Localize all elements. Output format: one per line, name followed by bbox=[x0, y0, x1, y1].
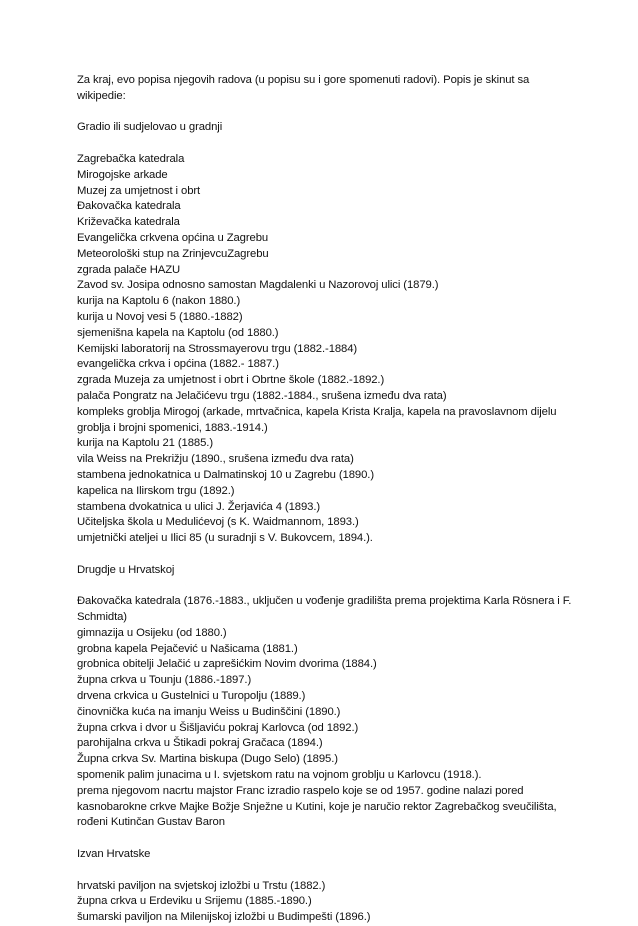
intro bbox=[77, 73, 586, 105]
list-item: prema njegovom nacrtu majstor Franc izradio raspelo koje se od 1957. godine nalazi pored bbox=[77, 784, 524, 797]
section-heading-elsewhere-in-croatia: Drugdje u Hrvatskoj bbox=[77, 563, 175, 576]
list-item: stambena jednokatnica u Dalmatinskoj 10 u Zagrebu (1890.) bbox=[77, 468, 374, 481]
list-item: Đakovačka katedrala (1876.-1883., uključen u vođenje gradilišta prema projektima Karla Rösnera i F. bbox=[77, 595, 572, 608]
list-item: vila Weiss na Prekrižju (1890., srušena između dva rata) bbox=[77, 453, 354, 466]
list-item: župna crkva i dvor u Šišljaviću pokraj Karlovca (od 1892.) bbox=[77, 721, 359, 734]
list-item: parohijalna crkva u Štikadi pokraj Gračaca (1894.) bbox=[77, 737, 323, 750]
list-item: Evangelička crkvena općina u Zagrebu bbox=[77, 231, 269, 244]
list-item: kasnobarokne crkve Majke Božje Snježne u Kutini, koje je naručio rektor Zagrebačkog sveučilišta, bbox=[77, 800, 557, 813]
section-heading-built-in-zagreb: Gradio ili sudjelovao u gradnji bbox=[77, 121, 223, 134]
list-item: Kemijski laboratorij na Strossmayerovu trgu (1882.-1884) bbox=[77, 342, 358, 355]
section-heading-outside-croatia: Izvan Hrvatske bbox=[77, 848, 151, 861]
list-item: umjetnički ateljei u Ilici 85 (u suradnji s V. Bukovcem, 1894.). bbox=[77, 532, 373, 545]
section1-list bbox=[77, 152, 586, 547]
list-item: župna crkva u Erdeviku u Srijemu (1885.-1890.) bbox=[77, 895, 312, 908]
list-item: Meteorološki stup na ZrinjevcuZagrebu bbox=[77, 247, 269, 260]
list-item: Mirogojske arkade bbox=[77, 168, 168, 181]
intro-line: wikipedie: bbox=[77, 89, 126, 102]
list-item: evangelička crkva i općina (1882.- 1887.) bbox=[77, 358, 279, 371]
list-item: župna crkva u Tounju (1886.-1897.) bbox=[77, 674, 252, 687]
list-item: Zavod sv. Josipa odnosno samostan Magdalenki u Nazorovoj ulici (1879.) bbox=[77, 279, 439, 292]
section2-list bbox=[77, 594, 586, 831]
section3-list bbox=[77, 879, 586, 926]
list-item: Schmidta) bbox=[77, 611, 127, 624]
list-item: kurija na Kaptolu 21 (1885.) bbox=[77, 437, 213, 450]
list-item: kompleks groblja Mirogoj (arkade, mrtvačnica, kapela Krista Kralja, kapela na pravoslavnom dijelu bbox=[77, 405, 557, 418]
list-item: spomenik palim junacima u I. svjetskom ratu na vojnom groblju u Karlovcu (1918.). bbox=[77, 769, 482, 782]
list-item: gimnazija u Osijeku (od 1880.) bbox=[77, 626, 227, 639]
list-item: zgrada Muzeja za umjetnost i obrt i Obrtne škole (1882.-1892.) bbox=[77, 374, 385, 387]
list-item: rođeni Kutinčan Gustav Baron bbox=[77, 816, 225, 829]
list-item: kapelica na Ilirskom trgu (1892.) bbox=[77, 484, 235, 497]
list-item: Muzej za umjetnost i obrt bbox=[77, 184, 201, 197]
list-item: grobna kapela Pejačević u Našicama (1881.) bbox=[77, 642, 298, 655]
list-item: Zagrebačka katedrala bbox=[77, 152, 185, 165]
list-item: groblja i brojni spomenici, 1883.-1914.) bbox=[77, 421, 268, 434]
list-item: kurija u Novoj vesi 5 (1880.-1882) bbox=[77, 310, 243, 323]
list-item: stambena dvokatnica u ulici J. Žerjavića 4 (1893.) bbox=[77, 500, 321, 513]
list-item: zgrada palače HAZU bbox=[77, 263, 181, 276]
list-item: hrvatski paviljon na svjetskoj izložbi u Trstu (1882.) bbox=[77, 879, 326, 892]
list-item: činovnička kuća na imanju Weiss u Budinščini (1890.) bbox=[77, 705, 341, 718]
intro-line: Za kraj, evo popisa njegovih radova (u popisu su i gore spomenuti radovi). Popis je skinut sa bbox=[77, 74, 530, 86]
list-item: kurija na Kaptolu 6 (nakon 1880.) bbox=[77, 295, 241, 308]
list-item: Župna crkva Sv. Martina biskupa (Dugo Selo) (1895.) bbox=[77, 753, 338, 766]
list-item: Đakovačka katedrala bbox=[77, 200, 181, 213]
list-item: drvena crkvica u Gustelnici u Turopolju (1889.) bbox=[77, 690, 306, 703]
list-item: grobnica obitelji Jelačić u zaprešićkim Novim dvorima (1884.) bbox=[77, 658, 377, 671]
list-item: šumarski paviljon na Milenijskoj izložbi u Budimpešti (1896.) bbox=[77, 911, 371, 924]
list-item: Križevačka katedrala bbox=[77, 216, 180, 229]
list-item: Učiteljska škola u Medulićevoj (s K. Waidmannom, 1893.) bbox=[77, 516, 359, 529]
list-item: sjemenišna kapela na Kaptolu (od 1880.) bbox=[77, 326, 279, 339]
list-item: palača Pongratz na Jelačićevu trgu (1882.-1884., srušena između dva rata) bbox=[77, 389, 447, 402]
